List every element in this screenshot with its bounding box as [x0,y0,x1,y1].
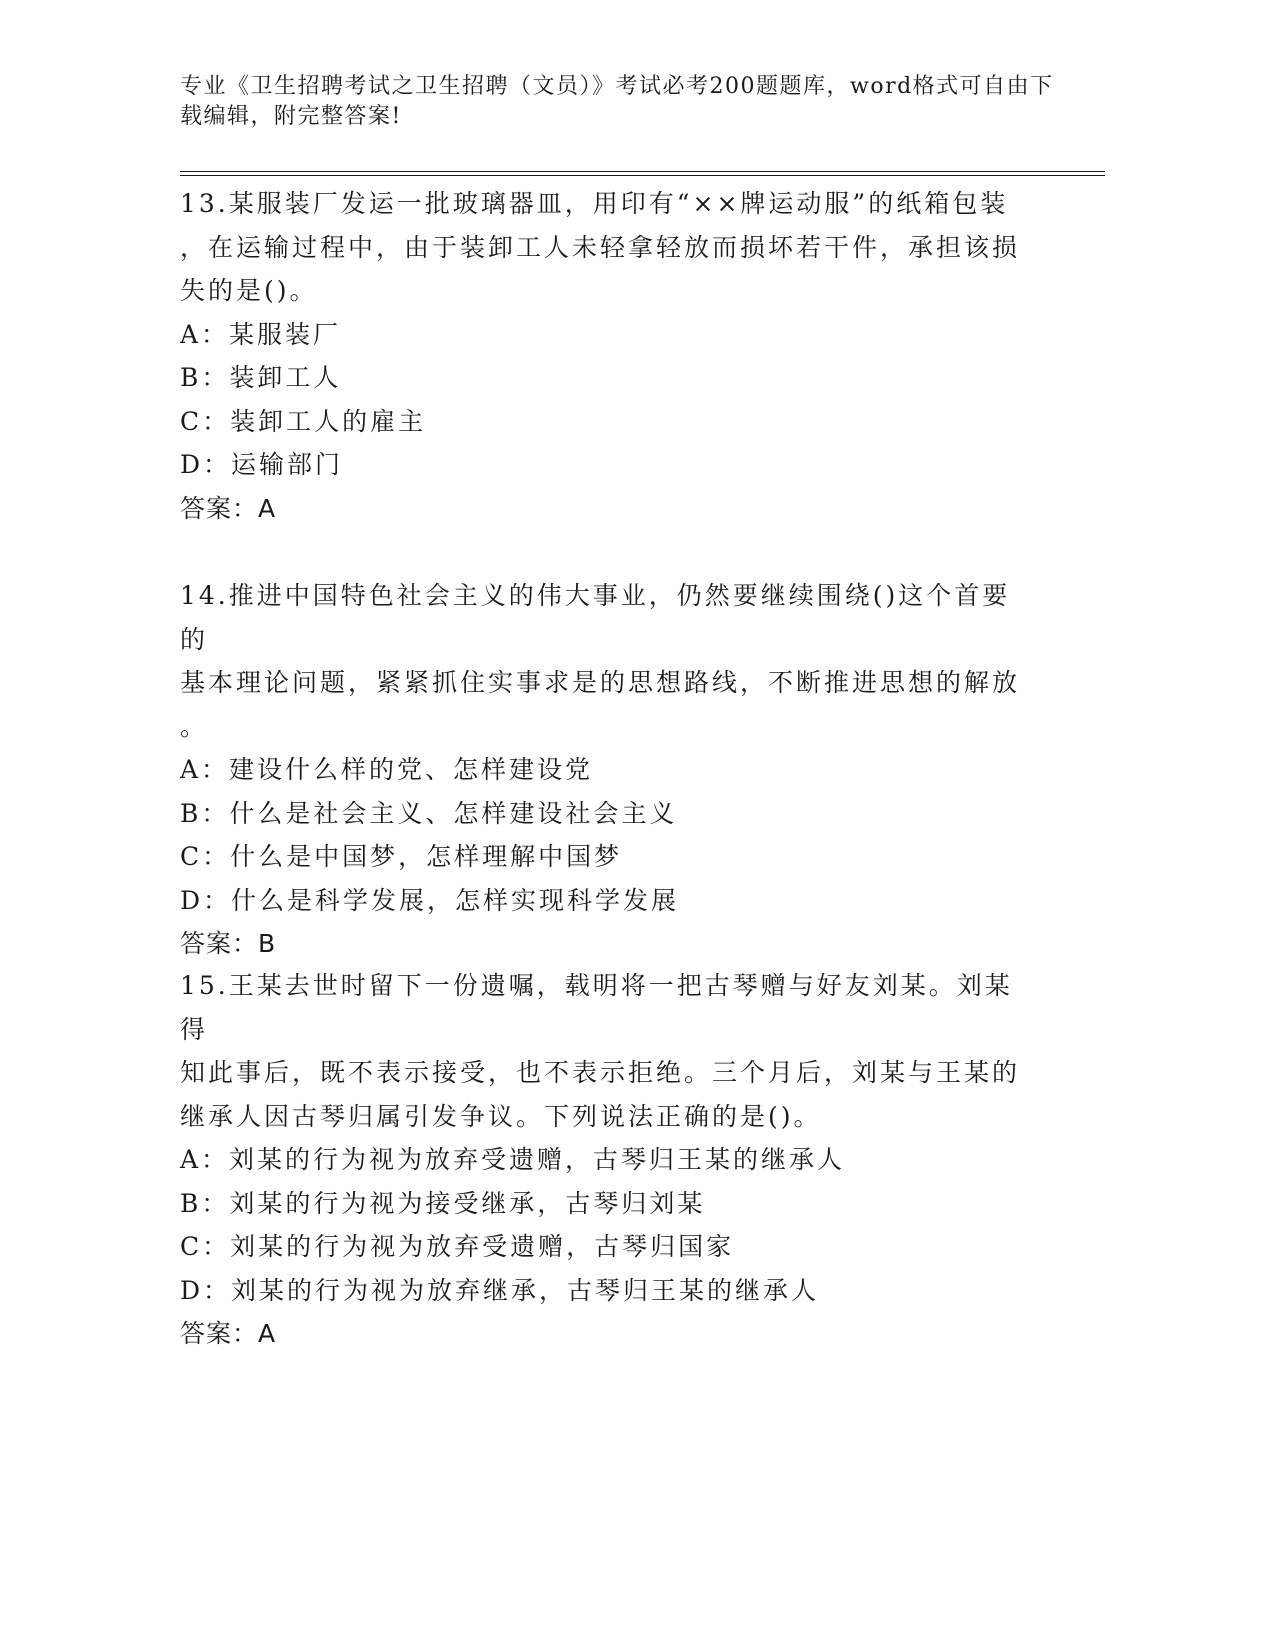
option-d: D：刘某的行为视为放弃继承，古琴归王某的继承人 [180,1275,820,1305]
answer-line: 答案：B [180,929,277,958]
answer-line: 答案：A [180,1319,277,1348]
option-b: B：装卸工人 [180,363,342,392]
question-14 [180,574,1030,966]
option-a: A：某服装厂 [180,319,342,349]
question-stem: 15.王某去世时留下一份遗嘱，载明将一把古琴赠与好友刘某。刘某得 知此事后，既不表示接受，也不表示拒绝。三个月后，刘某与王某的 继承人因古琴归属引发争议。下列说法正确的是()。 [180,971,1021,1131]
option-b: B：什么是社会主义、怎样建设社会主义 [180,798,678,828]
header-divider-top [180,171,1105,172]
option-c: C：刘某的行为视为放弃受遗赠，古琴归国家 [180,1232,735,1261]
option-c: C：什么是中国梦，怎样理解中国梦 [180,842,623,871]
document-intro: 专业《卫生招聘考试之卫生招聘（文员）》考试必考200题题库，word格式可自由下载编辑，附完整答案! [180,74,1054,129]
question-stem: 14.推进中国特色社会主义的伟大事业，仍然要继续围绕()这个首要的 基本理论问题，紧紧抓住实事求是的思想路线，不断推进思想的解放 。 [180,581,1021,741]
question-13 [180,182,1030,530]
question-15 [180,964,1030,1356]
question-stem: 13.某服装厂发运一批玻璃器皿，用印有“××牌运动服”的纸箱包装 ，在运输过程中，由于装卸工人未轻拿轻放而损坏若干件，承担该损 失的是()。 [180,189,1021,305]
option-d: D：什么是科学发展，怎样实现科学发展 [180,885,680,915]
option-a: A：刘某的行为视为放弃受遗赠，古琴归王某的继承人 [180,1145,846,1174]
option-a: A：建设什么样的党、怎样建设党 [180,755,594,784]
header-divider-bottom [180,175,1105,176]
option-b: B：刘某的行为视为接受继承，古琴归刘某 [180,1188,706,1218]
answer-line: 答案：A [180,493,277,523]
option-d: D：运输部门 [180,450,344,479]
option-c: C：装卸工人的雇主 [180,406,427,436]
